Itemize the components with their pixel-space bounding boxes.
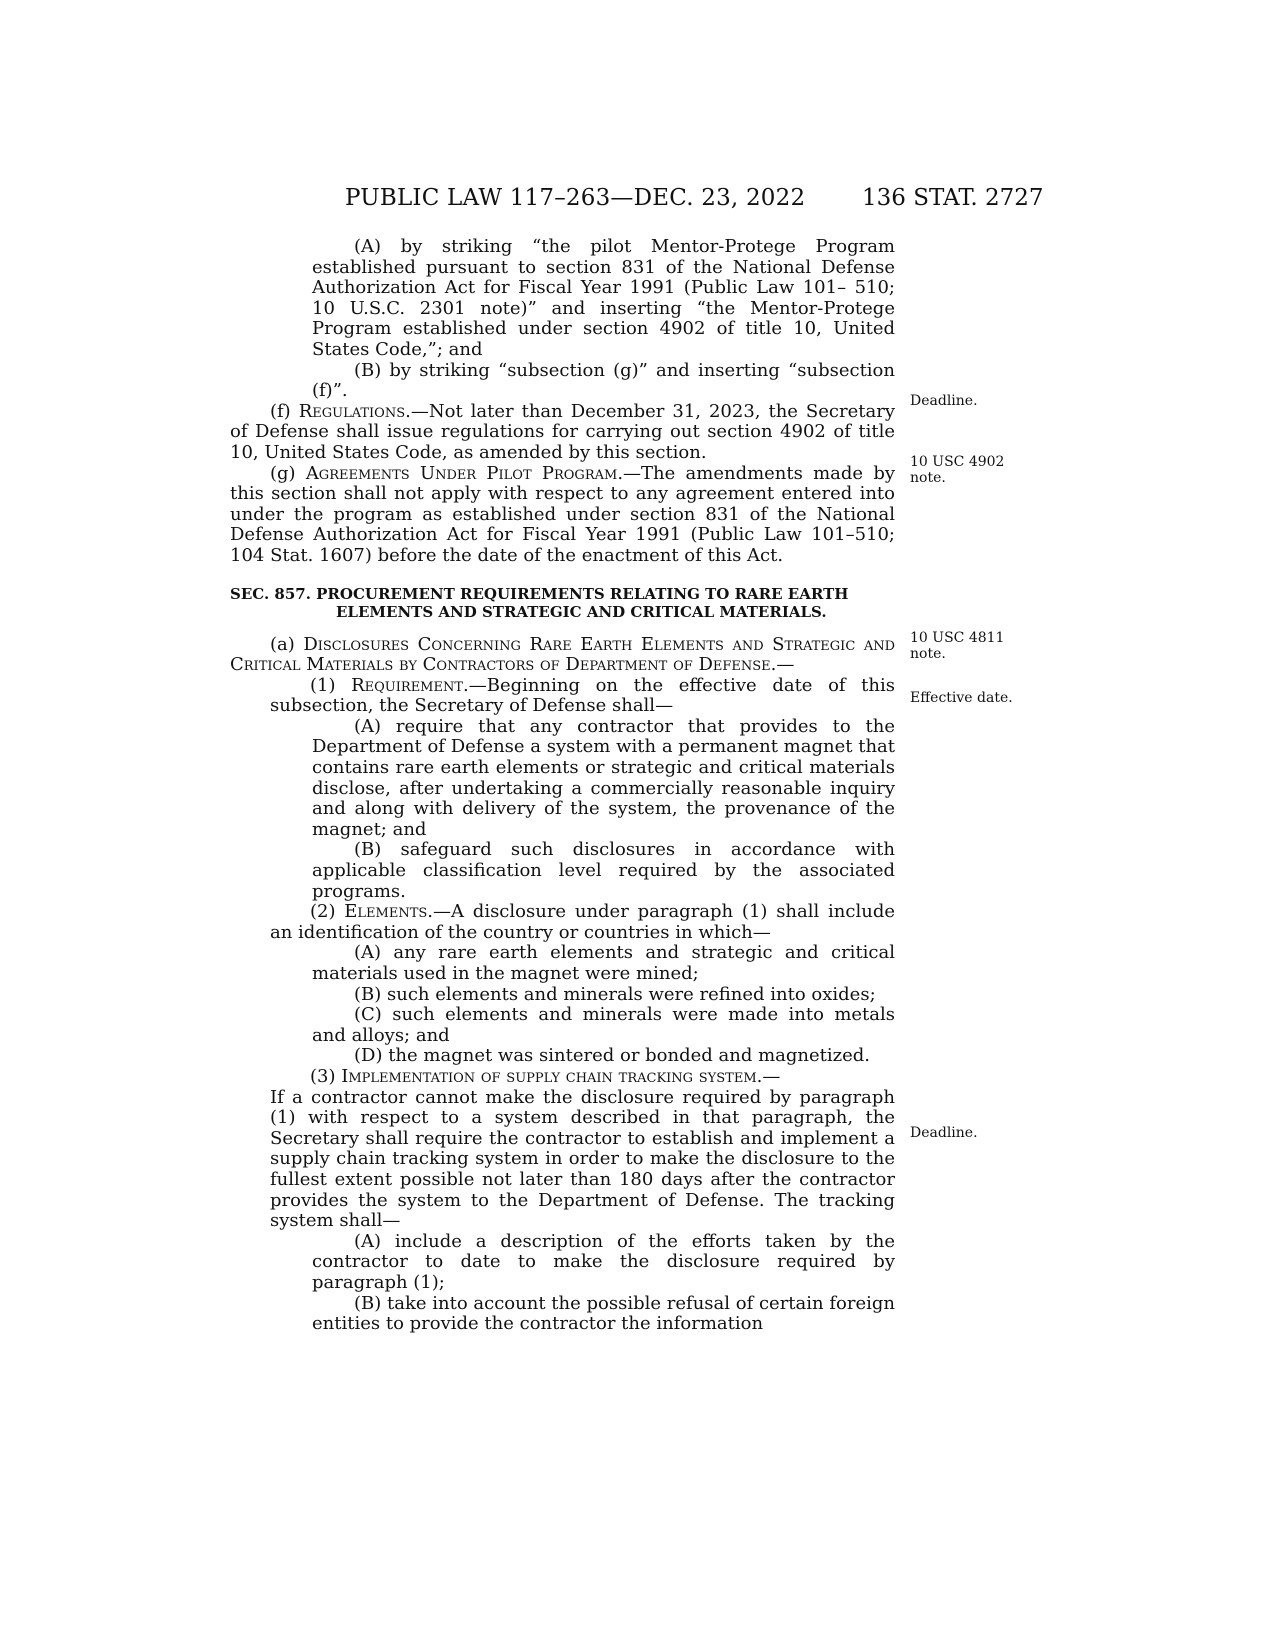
section-heading-line2: ELEMENTS AND STRATEGIC AND CRITICAL MATERIALS. (336, 602, 827, 621)
subsection-f (230, 402, 895, 464)
subsection-g-label: (g) (270, 462, 306, 484)
paragraph-a-2-text: .—A disclosure under paragraph (1) shall include an identification of the country or countries in which— (270, 901, 896, 943)
margin-note-usc-4902-line1: 10 USC 4902 (910, 454, 1005, 470)
paragraph-a-1-text: .—Beginning on the effective date of this subsection, the Secretary of Defense shall— (270, 674, 895, 717)
paragraph-a-1-heading: Requirement (351, 674, 464, 696)
margin-note-usc-4902 (910, 454, 1004, 486)
margin-note-usc-4811-line2: note. (910, 646, 946, 662)
document-body (230, 237, 895, 1335)
subsection-a (230, 635, 895, 676)
margin-note-usc-4902-line2: note. (910, 470, 946, 486)
paragraph-a-2-B: (B) such elements and minerals were refined into oxides; (354, 983, 876, 1005)
page-citation: 136 STAT. 2727 (862, 185, 1044, 211)
paragraph-e-B: (B) by striking “subsection (g)” and inserting “subsection (f)”. (312, 359, 895, 402)
paragraph-e-A: (A) by striking “the pilot Mentor-Protege Program established pursuant to section 831 of the National Defense Authorization Act for Fiscal Year 1991 (Public Law 101– 510; 10 U.S.C. 2301 note)” and inserting “the Mentor-Protege Program established under section 4902 of title 10, United States Code,”; and (312, 236, 895, 360)
paragraph-a-2-label: (2) (310, 901, 345, 923)
paragraph-a-3-B: (B) take into account the possible refusal of certain foreign entities to provide the contractor the information (312, 1292, 895, 1335)
paragraph-a-3-text: If a contractor cannot make the disclosure required by paragraph (1) with respect to a system described in that paragraph, the Secretary shall require the contractor to establish and implement a supply chain tracking system in order to make the disclosure to the fullest extent possible not later than 180 days after the contractor provides the system to the Department of Defense. The tracking system shall— (270, 1086, 895, 1232)
section-heading-line1: SEC. 857. PROCUREMENT REQUIREMENTS RELATING TO RARE EARTH (230, 584, 849, 603)
section-heading (230, 585, 895, 621)
margin-note-usc-4811-line1: 10 USC 4811 (910, 630, 1005, 646)
subsection-a-label: (a) (270, 633, 304, 655)
subsection-f-text: .—Not later than December 31, 2023, the Secretary of Defense shall issue regulations for carrying out section 4902 of title 10, United States Code, as amended by this section. (230, 400, 895, 463)
paragraph-a-1 (230, 676, 895, 717)
subsection-g-heading: Agreements Under Pilot Program (305, 462, 618, 484)
paragraph-a-2-heading: Elements (344, 901, 428, 923)
paragraph-a-2-D: (D) the magnet was sintered or bonded and magnetized. (354, 1045, 871, 1067)
paragraph-a-3-dash: .— (756, 1065, 781, 1087)
subsection-a-heading: Disclosures Concerning Rare Earth Elements and Strategic and Critical Materials by Contractors of Department of Defense (230, 633, 895, 676)
paragraph-a-2-C: (C) such elements and minerals were made into metals and alloys; and (312, 1004, 895, 1046)
paragraph-a-1-label: (1) (310, 674, 352, 696)
running-header-title: PUBLIC LAW 117–263—DEC. 23, 2022 (345, 185, 806, 211)
subsection-f-heading: Regulations (298, 400, 406, 422)
subsection-a-dash: .— (770, 654, 795, 676)
paragraph-a-1-B: (B) safeguard such disclosures in accordance with applicable classification level required by the associated programs. (312, 839, 895, 902)
margin-note-effective-date: Effective date. (910, 690, 1013, 706)
paragraph-a-2 (230, 902, 895, 943)
paragraph-a-3-heading-line (230, 1067, 895, 1088)
paragraph-a-2-A: (A) any rare earth elements and strategic and critical materials used in the magnet were mined; (312, 942, 895, 984)
paragraph-a-1-A: (A) require that any contractor that provides to the Department of Defense a system with a permanent magnet that contains rare earth elements or strategic and critical materials disclose, after undertaking a commercially reasonable inquiry and along with delivery of the system, the provenance of the magnet; and (312, 715, 895, 840)
margin-note-deadline-2: Deadline. (910, 1125, 978, 1141)
subsection-f-label: (f) (270, 400, 299, 422)
subsection-g (230, 464, 895, 567)
margin-note-usc-4811 (910, 630, 1004, 662)
paragraph-a-3-A: (A) include a description of the efforts taken by the contractor to date to make the disclosure required by paragraph (1); (312, 1230, 895, 1293)
paragraph-a-3-heading: Implementation of supply chain tracking system (341, 1065, 757, 1087)
subsection-g-text: .—The amendments made by this section shall not apply with respect to any agreement entered into under the program as established under section 831 of the National Defense Authorization Act for Fiscal Year 1991 (Public Law 101–510; 104 Stat. 1607) before the date of the enactment of this Act. (230, 462, 896, 566)
margin-note-deadline: Deadline. (910, 393, 978, 409)
paragraph-a-3-label: (3) (310, 1065, 342, 1087)
